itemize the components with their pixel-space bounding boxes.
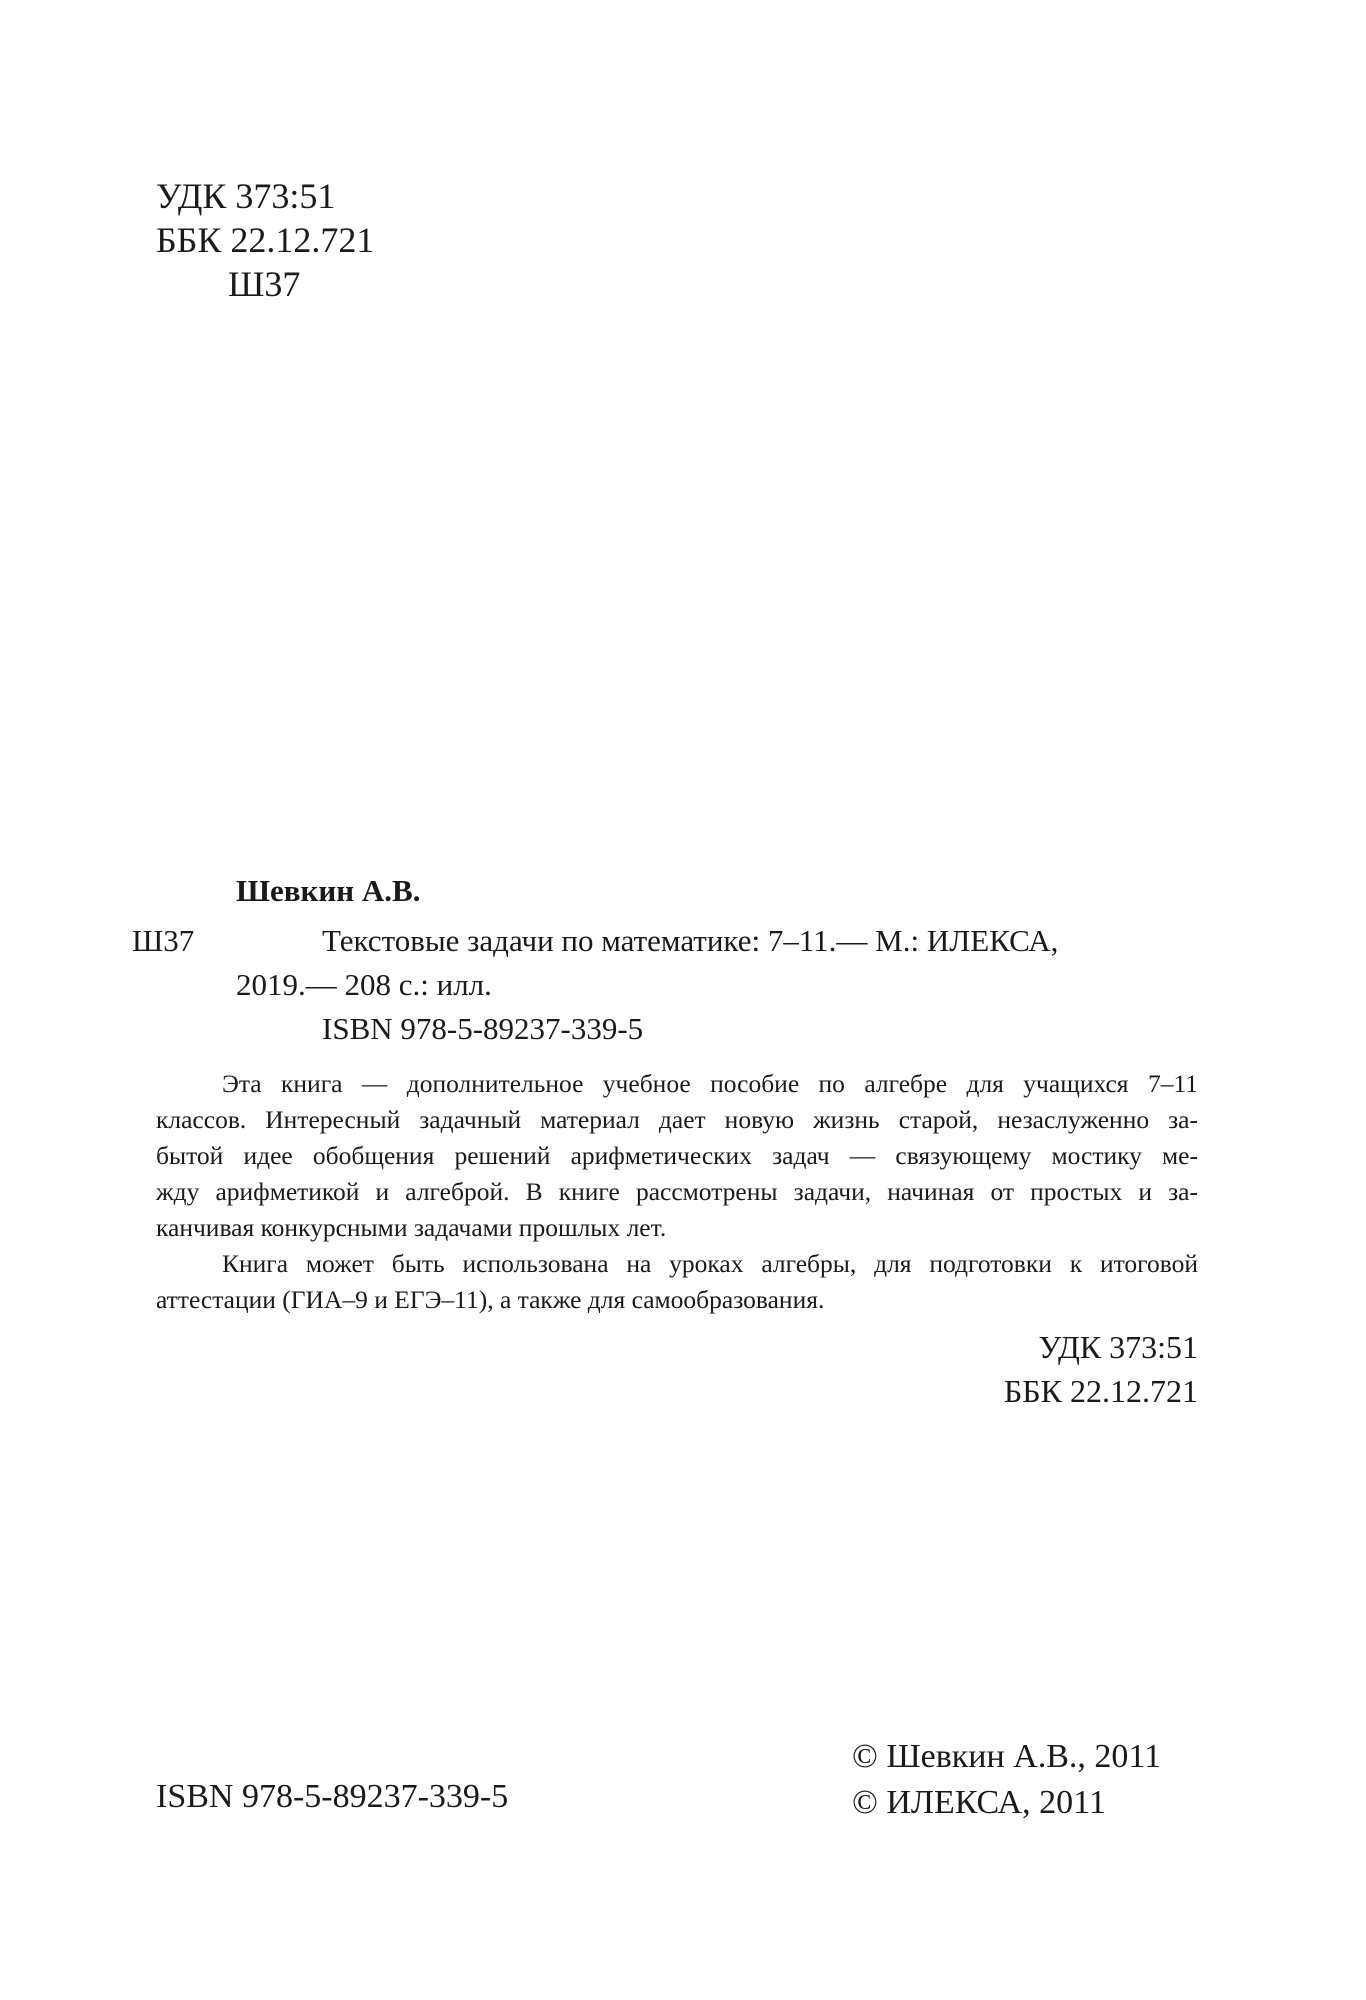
- copyright-author: © Шевкин А.В., 2011: [852, 1738, 1162, 1775]
- top-author-code: Ш37: [228, 264, 301, 304]
- annotation-paragraph-2: [156, 1246, 1198, 1318]
- bib-author: Шевкин А.В.: [236, 873, 421, 908]
- bib-author-code: Ш37: [132, 923, 195, 958]
- annotation-line: жду арифметикой и алгеброй. В книге рассмотрены задачи, начиная от простых и за-: [156, 1177, 1198, 1206]
- annotation-line: классов. Интересный задачный материал дает новую жизнь старой, незаслуженно за-: [156, 1105, 1198, 1134]
- footer-isbn: ISBN 978-5-89237-339-5: [156, 1778, 509, 1815]
- annotation-line: аттестации (ГИА–9 и ЕГЭ–11), а также для самообразования.: [156, 1285, 825, 1314]
- bib-year-line: 2019.— 208 с.: илл.: [236, 967, 492, 1002]
- annotation-line: канчивая конкурсными задачами прошлых лет.: [156, 1213, 667, 1242]
- annotation: [156, 1066, 1198, 1318]
- bottom-udk-code: УДК 373:51: [1038, 1329, 1198, 1365]
- annotation-paragraph-1: [156, 1066, 1198, 1246]
- annotation-line: Эта книга — дополнительное учебное пособие по алгебре для учащихся 7–11: [222, 1069, 1198, 1098]
- annotation-line: Книга может быть использована на уроках алгебры, для подготовки к итоговой: [222, 1249, 1198, 1278]
- bottom-bbk-code: ББК 22.12.721: [1003, 1373, 1198, 1409]
- top-udk-code: УДК 373:51: [156, 176, 336, 216]
- bib-isbn: ISBN 978-5-89237-339-5: [322, 1011, 644, 1046]
- annotation-line: бытой идее обобщения решений арифметических задач — связующему мостику ме-: [156, 1141, 1198, 1170]
- copyright-publisher: © ИЛЕКСА, 2011: [852, 1784, 1106, 1821]
- bib-title-line: Текстовые задачи по математике: 7–11.— М.: ИЛЕКСА,: [322, 923, 1059, 958]
- top-bbk-code: ББК 22.12.721: [156, 220, 375, 260]
